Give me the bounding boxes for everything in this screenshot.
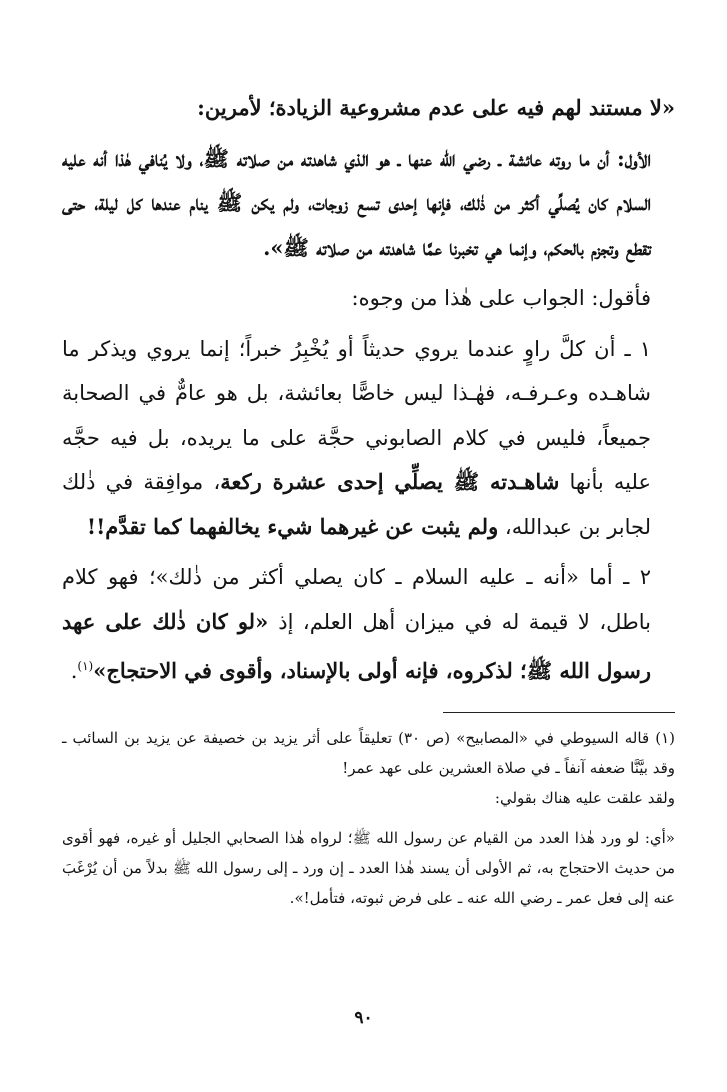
response-intro: فأقول: الجواب على هٰذا من وجوه: xyxy=(351,286,651,310)
response-point-2 xyxy=(62,555,675,694)
first-point-text: أن ما روته عائشة ـ رضي الله عنها ـ هو الذي شاهدته من صلاته ﷺ، ولا يُنافي هٰذا أنه عليه السلام كان يُصلِّي أكثر من ذٰلك، فإنها إحدى تسع زوجات، ولم يكن ﷺ ينام عندها كل ليلة، حتى تقطع وتجزم بالحكم، وإنما هي تخبرنا عمَّا شاهدته من صلاته ﷺ». xyxy=(62,145,651,260)
footnote-ref: (١) xyxy=(77,659,94,673)
response-point-2-text: فهو كلام باطل، لا قيمة له في ميزان أهل العلم، إذ xyxy=(62,565,651,634)
response-point-2-end: . xyxy=(70,659,78,683)
response-point-1-text: ١ ـ أن كلَّ راوٍ عندما يروي حديثاً أو يُخْبِرُ خبراً؛ إنما يروي ويذكر ما شاهـده وعـرفـه، فهٰـذا ليس خاصًّا بعائشة، بل هو عامٌّ في الصحابة جميعاً، فليس في كلام الصابوني حجَّة على ما يريده، بل فيه حجَّه عليه بأنها xyxy=(62,336,651,494)
footnote-note: ولقد علقت عليه هناك بقولي: xyxy=(494,788,675,807)
footnote-1: (١) قاله السيوطي في «المصابيح» (ص ٣٠) تعليقاً على أثر يزيد بن خصيفة عن يزيد بن السائب ـ وقد بيَّنَّا ضعفه آنفاً ـ في صلاة العشرين على عهد عمر! xyxy=(62,728,675,777)
first-point-label: الأول: xyxy=(616,145,651,171)
footnote-quote: «أي: لو ورد هٰذا العدد من القيام عن رسول الله ﷺ؛ لرواه هٰذا الصحابي الجليل أو غيره، فهو أقوى من حديث الاحتجاج به، ثم الأولى أن يسند هٰذا العدد ـ إن ورد ـ إلى رسول الله ﷺ بدلاً من أن يُرْغَبَ عنه إلى فعل عمر ـ رضي الله عنه ـ على فرض ثبوته، فتأمل!». xyxy=(62,828,675,907)
first-point xyxy=(62,137,675,271)
page-number: ٩٠ xyxy=(354,1008,373,1028)
response-point-2-bold: «لو كان ذٰلك على عهد رسول الله ﷺ؛ لذكروه، فإنه أولى بالإسناد، وأقوى في الاحتجاج» xyxy=(62,608,651,683)
quote-intro: «لا مستند لهم فيه على عدم مشروعية الزيادة؛ لأمرين: xyxy=(197,95,675,120)
response-point-1 xyxy=(62,327,675,550)
footnote-divider xyxy=(443,712,675,713)
response-point-1-cont: ، موافِقة في ذٰلك لجابر بن عبدالله، xyxy=(62,470,651,539)
response-point-1-bold: شاهـدته ﷺ يصلِّي إحدى عشرة ركعة xyxy=(220,469,560,494)
footnotes xyxy=(62,723,675,913)
response-point-1-end: ولم يثبت عن غيرهما شيء يخالفهما كما تقدَّم!! xyxy=(86,513,499,539)
main-text xyxy=(62,86,675,694)
response-point-2-quote: ٢ ـ أما «أنه ـ عليه السلام ـ كان يصلي أكثر من ذٰلك»؛ xyxy=(138,565,651,589)
